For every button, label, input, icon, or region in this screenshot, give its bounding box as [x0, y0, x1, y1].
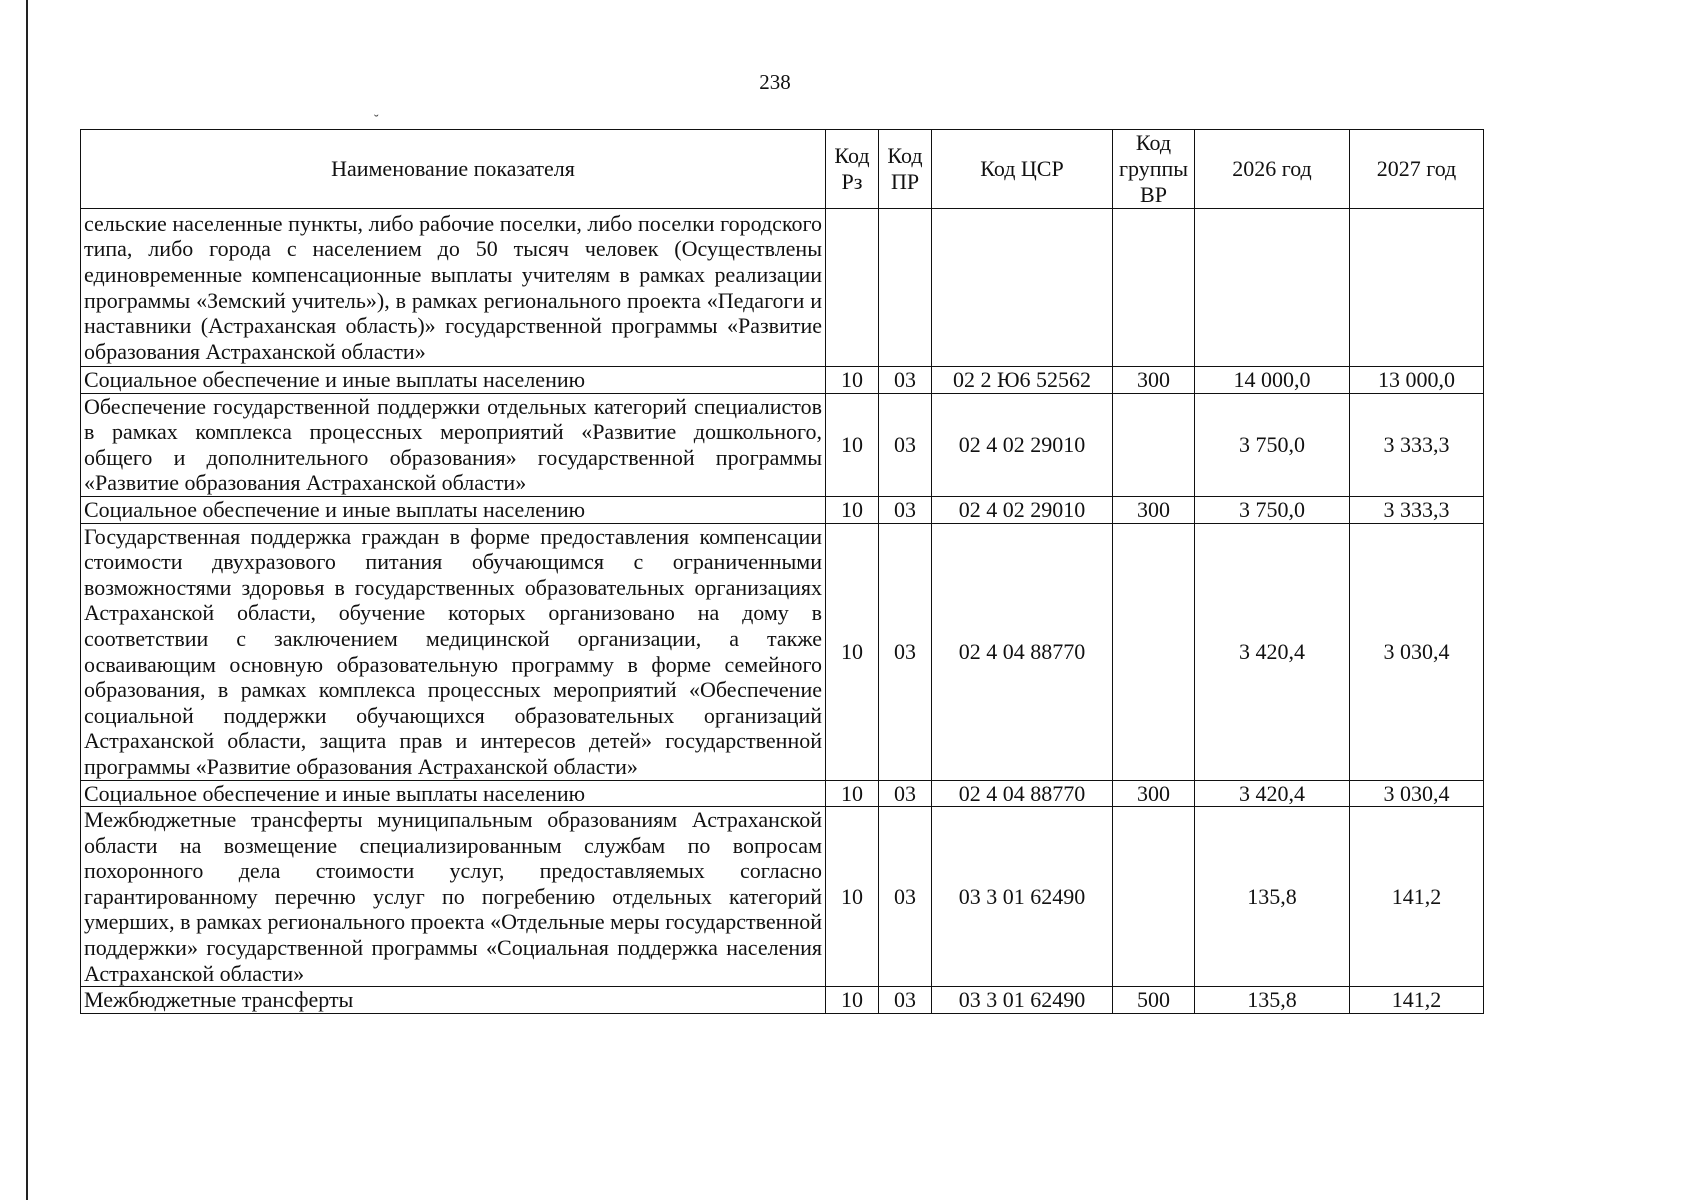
row-2027: 13 000,0 — [1350, 367, 1484, 394]
row-2027: 3 333,3 — [1350, 393, 1484, 496]
row-2026: 3 420,4 — [1195, 523, 1350, 780]
header-pr: Код ПР — [879, 130, 932, 209]
row-vr — [1113, 393, 1195, 496]
row-pr: 03 — [879, 367, 932, 394]
budget-table — [80, 129, 1484, 1014]
row-pr: 03 — [879, 780, 932, 807]
row-2026: 135,8 — [1195, 987, 1350, 1014]
row-2027 — [1350, 209, 1484, 367]
row-2027: 141,2 — [1350, 807, 1484, 987]
row-name: Обеспечение государственной поддержки отдельных категорий специалистов в рамках комплекса процессных мероприятий «Развитие дошкольного, общего и дополнительного образования» государственной программы «Развитие образования Астраханской области» — [81, 393, 826, 496]
row-vr: 300 — [1113, 496, 1195, 523]
header-csr: Код ЦСР — [932, 130, 1113, 209]
row-rz: 10 — [826, 496, 879, 523]
row-2027: 3 333,3 — [1350, 496, 1484, 523]
row-2027: 3 030,4 — [1350, 523, 1484, 780]
table-row — [81, 987, 1484, 1014]
row-2026: 3 420,4 — [1195, 780, 1350, 807]
row-2026 — [1195, 209, 1350, 367]
row-name: Социальное обеспечение и иные выплаты населению — [81, 780, 826, 807]
header-2026: 2026 год — [1195, 130, 1350, 209]
row-pr: 03 — [879, 523, 932, 780]
row-vr: 300 — [1113, 367, 1195, 394]
table-row — [81, 367, 1484, 394]
row-vr: 500 — [1113, 987, 1195, 1014]
row-vr — [1113, 523, 1195, 780]
row-rz: 10 — [826, 987, 879, 1014]
row-csr: 03 3 01 62490 — [932, 807, 1113, 987]
table-row — [81, 523, 1484, 780]
row-2027: 3 030,4 — [1350, 780, 1484, 807]
row-pr: 03 — [879, 393, 932, 496]
row-pr: 03 — [879, 987, 932, 1014]
row-csr: 02 4 02 29010 — [932, 393, 1113, 496]
header-rz: Код Рз — [826, 130, 879, 209]
row-2027: 141,2 — [1350, 987, 1484, 1014]
row-csr — [932, 209, 1113, 367]
row-pr: 03 — [879, 807, 932, 987]
row-csr: 02 4 04 88770 — [932, 780, 1113, 807]
row-name: Социальное обеспечение и иные выплаты населению — [81, 496, 826, 523]
row-2026: 3 750,0 — [1195, 496, 1350, 523]
header-2027: 2027 год — [1350, 130, 1484, 209]
scan-edge-line — [26, 0, 28, 1200]
row-name: Межбюджетные трансферты муниципальным образованиям Астраханской области на возмещение специализированным службам по вопросам похоронного дела стоимости услуг, предоставляемых согласно гарантированному перечню услуг по погребению отдельных категорий умерших, в рамках регионального проекта «Отдельные меры государственной поддержки» государственной программы «Социальная поддержка населения Астраханской области» — [81, 807, 826, 987]
row-rz: 10 — [826, 780, 879, 807]
table-row — [81, 496, 1484, 523]
row-name: Межбюджетные трансферты — [81, 987, 826, 1014]
row-csr: 02 4 04 88770 — [932, 523, 1113, 780]
header-name: Наименование показателя — [81, 130, 826, 209]
header-vr: Код группы ВР — [1113, 130, 1195, 209]
row-2026: 14 000,0 — [1195, 367, 1350, 394]
row-rz — [826, 209, 879, 367]
table-row — [81, 393, 1484, 496]
row-name: Государственная поддержка граждан в форме предоставления компенсации стоимости двухразового питания обучающимся с ограниченными возможностями здоровья в государственных образовательных организациях Астраханской области, обучение которых организовано на дому в соответствии с заключением медицинской организации, а также осваивающим основную образовательную программу в форме семейного образования, в рамках комплекса процессных мероприятий «Обеспечение социальной поддержки обучающихся образовательных организаций Астраханской области, защита прав и интересов детей» государственной программы «Развитие образования Астраханской области» — [81, 523, 826, 780]
row-csr: 02 4 02 29010 — [932, 496, 1113, 523]
row-2026: 135,8 — [1195, 807, 1350, 987]
row-name: сельские населенные пункты, либо рабочие поселки, либо поселки городского типа, либо города с населением до 50 тысяч человек (Осуществлены единовременные компенсационные выплаты учителям в рамках реализации программы «Земский учитель»), в рамках регионального проекта «Педагоги и наставники (Астраханская область)» государственной программы «Развитие образования Астраханской области» — [81, 209, 826, 367]
table-header-row — [81, 130, 1484, 209]
row-name: Социальное обеспечение и иные выплаты населению — [81, 367, 826, 394]
row-vr: 300 — [1113, 780, 1195, 807]
row-pr: 03 — [879, 496, 932, 523]
scan-speck: ˘ — [374, 113, 379, 128]
row-vr — [1113, 209, 1195, 367]
row-rz: 10 — [826, 393, 879, 496]
row-csr: 03 3 01 62490 — [932, 987, 1113, 1014]
table-row — [81, 807, 1484, 987]
row-2026: 3 750,0 — [1195, 393, 1350, 496]
row-rz: 10 — [826, 523, 879, 780]
row-rz: 10 — [826, 807, 879, 987]
row-vr — [1113, 807, 1195, 987]
row-csr: 02 2 Ю6 52562 — [932, 367, 1113, 394]
table-row — [81, 209, 1484, 367]
table-row — [81, 780, 1484, 807]
row-rz: 10 — [826, 367, 879, 394]
row-pr — [879, 209, 932, 367]
page-number: 238 — [759, 70, 791, 94]
